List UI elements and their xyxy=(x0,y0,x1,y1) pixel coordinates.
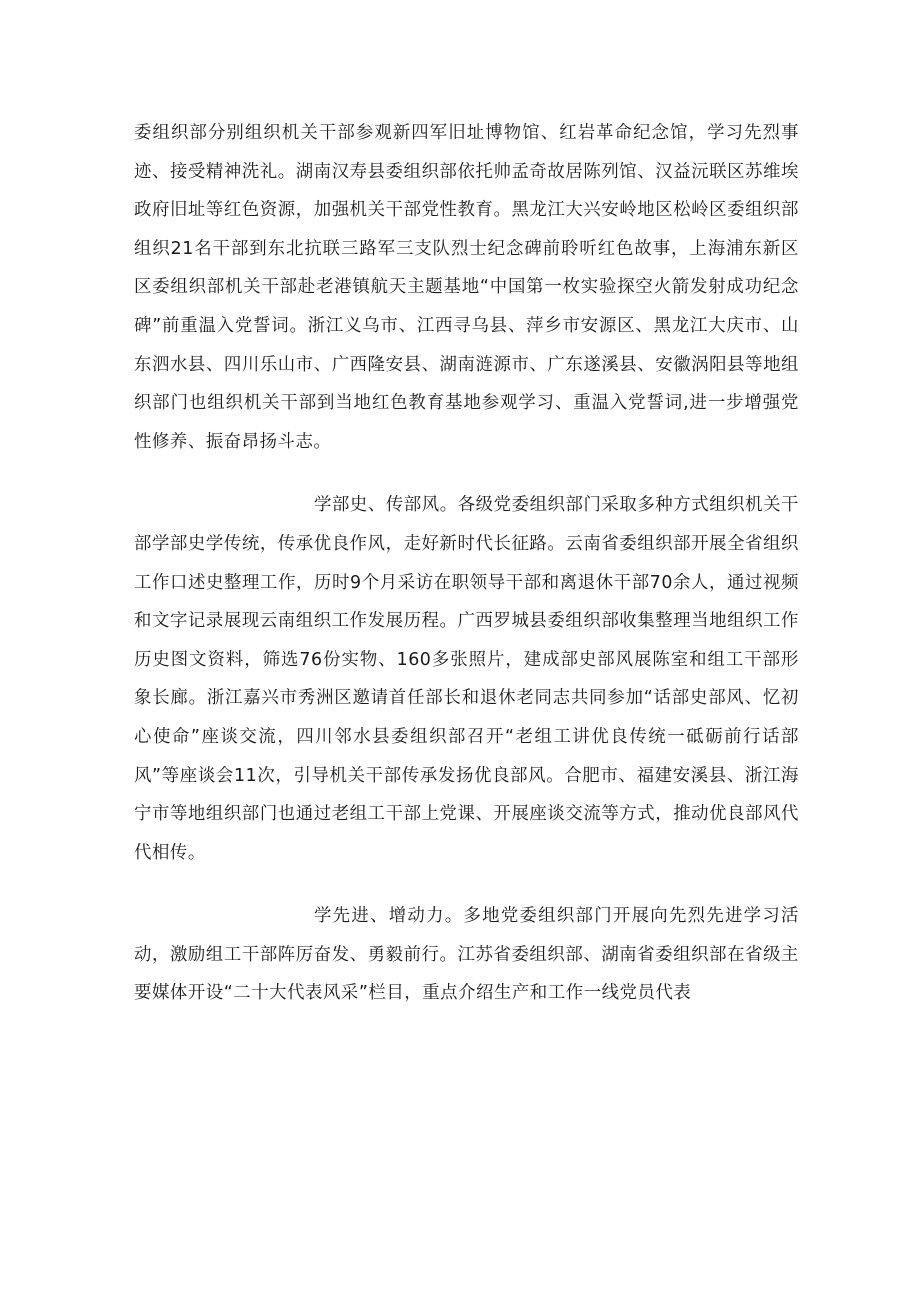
paragraph-red-education: 委组织部分别组织机关干部参观新四军旧址博物馆、红岩革命纪念馆，学习先烈事迹、接受精神洗礼。湖南汉寿县委组织部依托帅孟奇故居陈列馆、汉益沅联区苏维埃政府旧址等红色资源，加强机关干部党性教育。黑龙江大兴安岭地区松岭区委组织部组织21名干部到东北抗联三路军三支队烈士纪念碑前聆听红色故事，上海浦东新区区委组织部机关干部赴老港镇航天主题基地“中国第一枚实验探空火箭发射成功纪念碑”前重温入党誓词。浙江义乌市、江西寻乌县、萍乡市安源区、黑龙江大庆市、山东泗水县、四川乐山市、广西隆安县、湖南涟源市、广东遂溪县、安徽涡阳县等地组织部门也组织机关干部到当地红色教育基地参观学习、重温入党誓词,进一步增强党性修养、振奋昂扬斗志。 xyxy=(134,123,799,452)
paragraph-learn-from-advanced: 学先进、增动力。多地党委组织部门开展向先烈先进学习活动，激励组工干部阵厉奋发、勇毅前行。江苏省委组织部、湖南省委组织部在省级主要媒体开设“二十大代表风采”栏目，重点介绍生产和工作一线党员代表 xyxy=(134,906,799,1004)
paragraph-department-history: 学部史、传部风。各级党委组织部门采取多种方式组织机关干部学部史学传统，传承优良作风，走好新时代长征路。云南省委组织部开展全省组织工作口述史整理工作，历时9个月采访在职领导干部和离退休干部70余人，通过视频和文字记录展现云南组织工作发展历程。广西罗城县委组织部收集整理当地组织工作历史图文资料，筛选76份实物、160多张照片，建成部史部风展陈室和组工干部形象长廊。浙江嘉兴市秀洲区邀请首任部长和退休老同志共同参加“话部史部风、忆初心使命”座谈交流，四川邻水县委组织部召开“老组工讲优良传统一砥砺前行话部风”等座谈会11次，引导机关干部传承发扬优良部风。合肥市、福建安溪县、浙江海宁市等地组织部门也通过老组工干部上党课、开展座谈交流等方式，推动优良部风代代相传。 xyxy=(134,495,799,863)
document-body xyxy=(134,114,799,1013)
